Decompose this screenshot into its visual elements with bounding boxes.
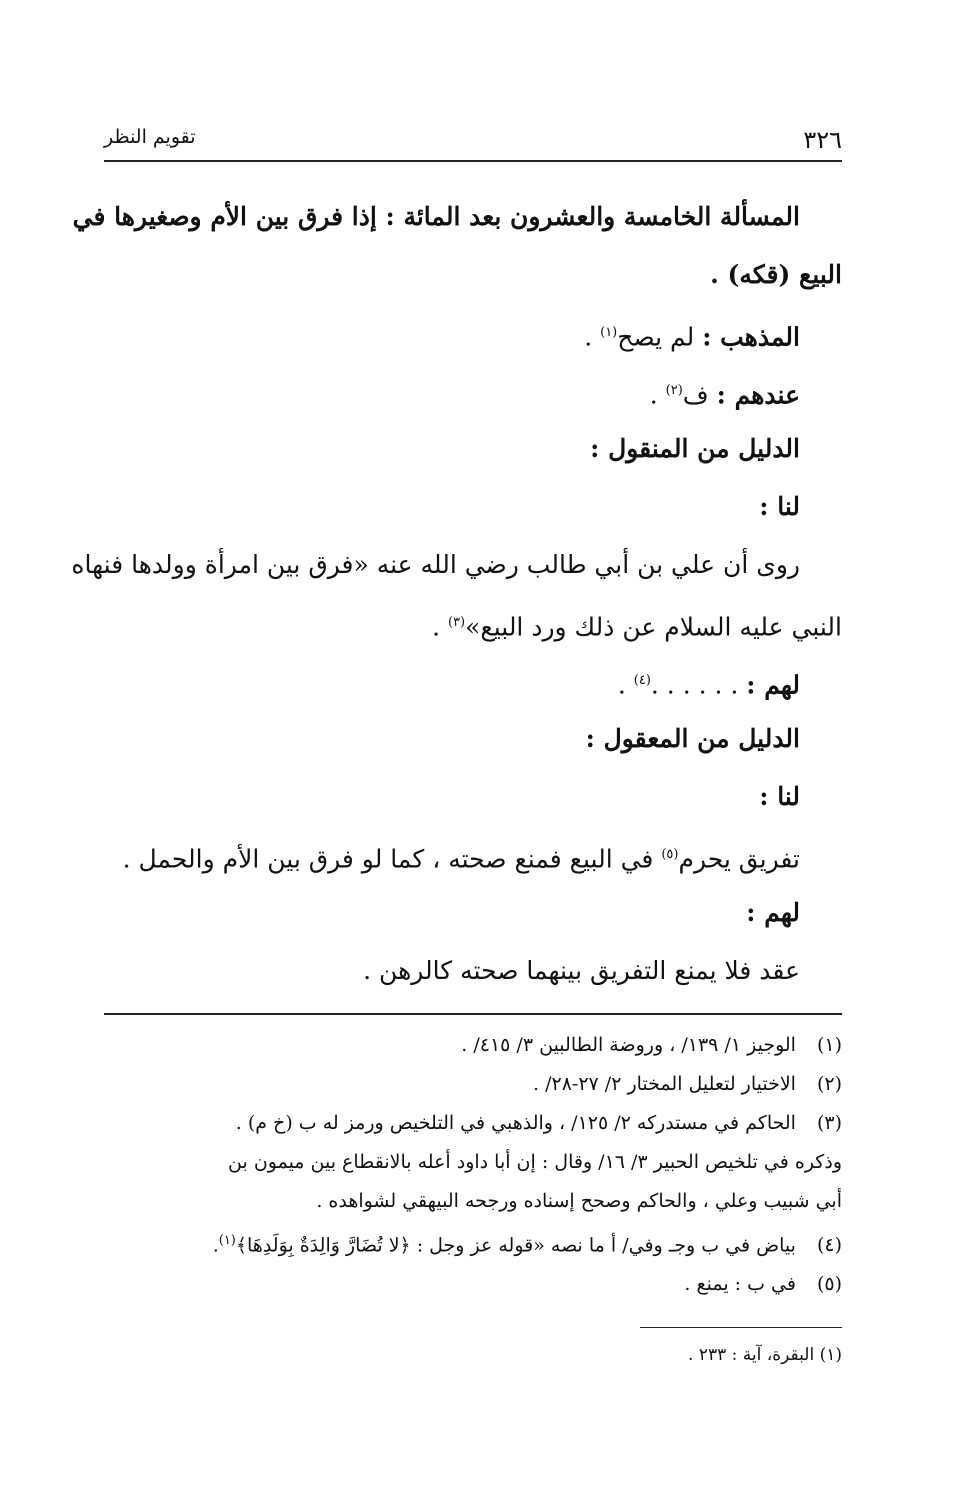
footnote-text: الحاكم في مستدركه ٢/ ١٢٥/ ، والذهبي في التلخيص ورمز له ب (خ م) .: [235, 1112, 796, 1134]
footnote-3: [104, 1104, 842, 1143]
indahum-label: عندهم :: [716, 380, 800, 410]
page-number: ٣٢٦: [803, 126, 842, 154]
lahum-dots: . . . . . .: [650, 670, 739, 700]
footnote-divider: [104, 1013, 842, 1015]
footnote-3-continuation-1: [104, 1143, 842, 1182]
footnote-text: بياض في ب وجـ وفي/ أ ما نصه «قوله عز وجل : ﴿لا تُضَارَّ وَالِدَةٌ بِوَلَدِهَا﴾: [235, 1234, 796, 1257]
riwaya-line-1: روى أن علي بن أبي طالب رضي الله عنه «فرق بين امرأة وولدها فنهاه: [71, 550, 800, 579]
footnote-text: أبي شبيب وعلي ، والحاكم وصحح إسناده ورجحه البيهقي لشواهده .: [316, 1190, 842, 1212]
page-header: [104, 120, 842, 160]
indahum-line: عندهم : ف$^{(٢)}$ .: [649, 380, 800, 410]
tafriq-line: [104, 826, 842, 884]
lahum-label-1: لهم :: [746, 670, 800, 700]
lana-heading-2: لنا :: [759, 782, 800, 811]
footnote-2: [104, 1065, 842, 1104]
running-title: تقويم النظر: [104, 126, 196, 148]
lahum-line-1: لهم : . . . . . .$^{(٤)}$ .: [617, 670, 800, 700]
indahum-text: ف: [682, 380, 709, 410]
footnote-number: (١): [816, 1034, 842, 1056]
footnote-text: وذكره في تلخيص الحبير ٣/ ١٦/ وقال : إن أبا داود أعله بالانقطاع بين ميمون بن: [228, 1151, 842, 1173]
issue-title-line-2: البيع (قكه) .: [710, 260, 842, 289]
aql-heading: الدليل من المعقول :: [585, 724, 800, 753]
madhhab-text: لم يصح: [617, 322, 695, 352]
footnotes: [104, 1026, 842, 1304]
footnote-ref-3: (٣): [447, 615, 466, 630]
sub-footnote-ref: (١): [218, 1233, 236, 1248]
footnote-number: (٢): [816, 1073, 842, 1095]
header-divider: [104, 160, 842, 162]
footnote-text: في ب : يمنع .: [684, 1273, 796, 1296]
lahum-label-2: لهم :: [746, 898, 800, 927]
madhhab-line: المذهب : لم يصح$^{(١)}$ .: [584, 322, 800, 352]
footnote-ref-5: (٥): [661, 847, 679, 862]
footnote-text: الوجيز ١/ ١٣٩/ ، وروضة الطالبين ٣/ ٤١٥/ .: [461, 1034, 796, 1056]
footnote-number: (٣): [816, 1112, 842, 1134]
footnote-1: [104, 1026, 842, 1065]
footnote-text: الاختيار لتعليل المختار ٢/ ٢٧-٢٨/ .: [533, 1073, 796, 1095]
tafriq-text-a: تفريق يحرم: [678, 844, 800, 874]
sub-footnote-divider: [640, 1327, 842, 1328]
riwaya-line-2: النبي عليه السلام عن ذلك ورد البيع»$^{(٣)}$ .: [432, 612, 842, 642]
footnote-ref-1: (١): [600, 325, 618, 340]
naql-heading: الدليل من المنقول :: [590, 434, 800, 463]
madhhab-label: المذهب :: [702, 322, 800, 352]
footnote-3-continuation-2: [104, 1182, 842, 1221]
footnote-number: (٤): [816, 1234, 842, 1257]
main-text: [71, 188, 842, 1000]
issue-title-line-1: المسألة الخامسة والعشرون بعد المائة : إذا فرق بين الأم وصغيرها في: [72, 202, 800, 231]
footnote-ref-2: (٢): [665, 383, 683, 398]
lana-heading-1: لنا :: [759, 492, 800, 521]
sub-footnote-number: (١): [819, 1345, 842, 1365]
aqd-line: عقد فلا يمنع التفريق بينهما صحته كالرهن .: [363, 956, 800, 985]
footnote-number: (٥): [816, 1273, 842, 1296]
footnote-ref-4: (٤): [633, 673, 651, 688]
sub-footnote: [104, 1340, 842, 1370]
riwaya-line-2-text: النبي عليه السلام عن ذلك ورد البيع»: [465, 612, 842, 642]
sub-footnote-text: البقرة، آية : ٢٣٣ .: [688, 1345, 815, 1365]
footnote-5: [104, 1265, 842, 1304]
footnote-4: (٤) بياض في ب وجـ وفي/ أ ما نصه «قوله عز وجل : ﴿لا تُضَارَّ وَالِدَةٌ بِوَلَدِهَا﴾$^{(١)}$.: [104, 1221, 842, 1265]
tafriq-text-b: في البيع فمنع صحته ، كما لو فرق بين الأم والحمل .: [122, 844, 662, 874]
